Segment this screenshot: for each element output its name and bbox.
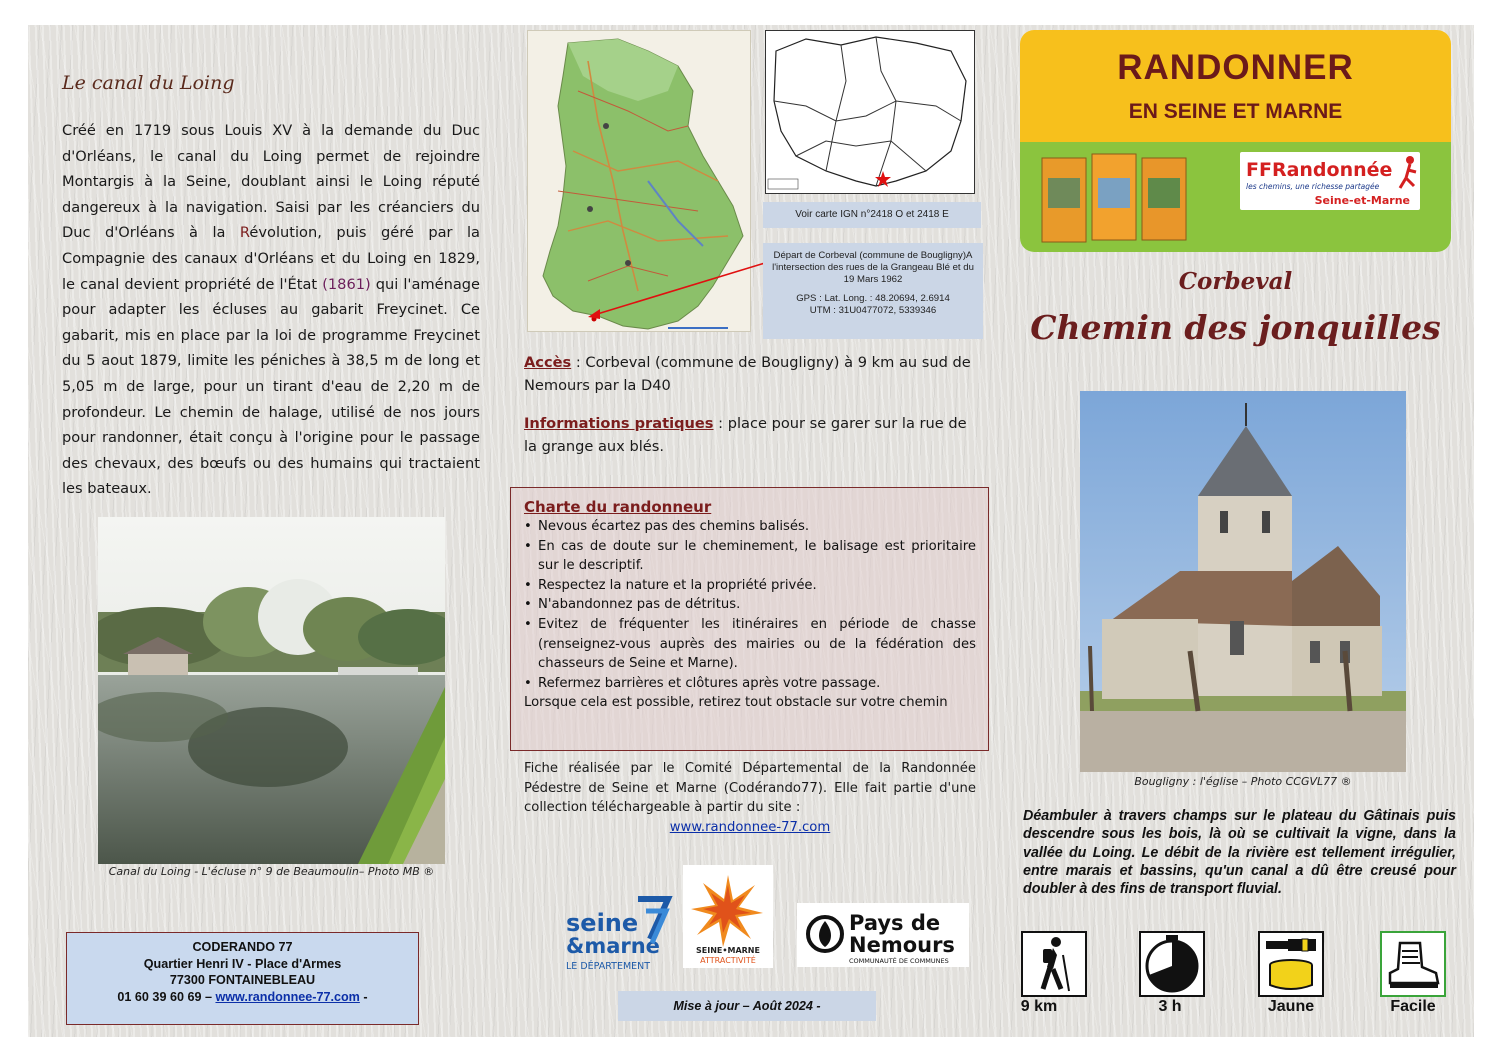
svg-text:Nemours: Nemours: [849, 933, 955, 957]
distance-stat: [1021, 931, 1087, 997]
credits-text: Fiche réalisée par le Comité Départemental de la Randonnée Pédestre de Seine et Marne (Codérando77). Elle fait partie d'une collection téléchargeable à partir du site : www.randonnee-77.com: [524, 761, 976, 835]
pays-de-nemours-logo: [797, 903, 969, 967]
charter-item: • Evitez de fréquenter les itinéraires en période de chasse (renseignez-vous auprès des mairies ou de la fédération des chasseurs de Seine et Marne).: [524, 616, 976, 672]
website-link[interactable]: www.randonnee-77.com: [669, 819, 831, 835]
address-website-link[interactable]: www.randonnee-77.com: [215, 989, 360, 1004]
address-street: Quartier Henri IV - Place d'Armes: [143, 956, 342, 971]
utm-coordinates: UTM : 31U0477072, 5339346: [809, 304, 937, 316]
paint-icon: [1260, 933, 1322, 995]
difficulty-stat: [1380, 931, 1446, 997]
charter-item: • Refermez barrières et clôtures après votre passage.: [524, 675, 881, 691]
location-arrow: [580, 255, 780, 325]
practical-info: Informations pratiques : place pour se garer sur la rue de la grange aux blés.: [524, 415, 967, 455]
charter-item: • En cas de doute sur le cheminement, le balisage est prioritaire sur le descriptif.: [524, 538, 976, 574]
hiker-icon: [1023, 933, 1085, 995]
svg-text:Pays de: Pays de: [849, 911, 941, 935]
duration-label: 3 h: [1158, 998, 1182, 1015]
charter-item: • N'abandonnez pas de détritus.: [524, 597, 741, 613]
svg-text:SEINE•MARNE: SEINE•MARNE: [696, 946, 760, 955]
boot-icon: [1382, 933, 1444, 995]
marking-label: Jaune: [1267, 998, 1315, 1015]
locator-map: [765, 30, 975, 194]
duration-stat: [1139, 931, 1205, 997]
canal-photo: [98, 517, 445, 864]
banner-subtitle: EN SEINE ET MARNE: [1128, 100, 1343, 123]
difficulty-label: Facile: [1390, 998, 1436, 1015]
hiker-charter: [510, 487, 989, 751]
departure-box: [763, 243, 983, 339]
practical-info-label: Informations pratiques: [524, 415, 714, 432]
canal-text: Créé en 1719 sous Louis XV à la demande du Duc d'Orléans, le canal du Loing permet de rejoindre Montargis à la Seine, doublant ainsi le Loing réputé dangereux à la navigation. Saisi par les créanciers du Duc d'Orléans à la Révolution, puis géré par la Compagnie des canaux d'Orléans et du Loing en 1829, le canal devient propriété de l'État (1861) qui l'aménage pour adapter les écluses au gabarit Freycinet. Ce gabarit, mis en place par la loi de programme Freycinet du 5 aout 1879, limite les péniches à 38,5 m de long et 5,05 m de large, pour un tirant d'eau de 2,20 m de profondeur. Le chemin de halage, utilisé de nos jours pour randonner, était conçu à l'origine pour le passage des chevaux, des bœufs ou des humains qui tractaient les bateaux.: [62, 122, 481, 498]
departure-text: Départ de Corbeval (commune de Bougligny)A l'intersection des rues de la Grangeau Blé et du 19 Mars 1962: [772, 250, 974, 286]
banner-title: RANDONNER: [1117, 48, 1354, 87]
ign-map-reference: Voir carte IGN n°2418 O et 2418 E: [763, 202, 981, 228]
address-box: [66, 932, 419, 1025]
charter-item: • Nevous écartez pas des chemins balisés.: [524, 519, 810, 534]
svg-text:Seine-et-Marne: Seine-et-Marne: [1314, 194, 1410, 207]
charter-list: [524, 517, 976, 693]
clock-icon: [1141, 933, 1203, 995]
svg-text:seine: seine: [566, 909, 639, 937]
trail-description: Déambuler à travers champs sur le plateau du Gâtinais puis descendre sous les bois, là où se cultivait la vigne, dans la vallée du Loing. Le débit de la rivière est tellement irrégulier, entre marais et bassins, qu'un canal a dû être creusé pour doubler à des fins de transport fluvial.: [1023, 808, 1456, 898]
trail-title: Chemin des jonquilles: [1030, 308, 1441, 347]
access-label: Accès: [524, 354, 572, 371]
place-name: Corbeval: [1178, 268, 1293, 295]
access-info: Accès : Corbeval (commune de Bougligny) à 9 km au sud de Nemours par la D40: [524, 354, 971, 394]
marking-stat: [1258, 931, 1324, 997]
randonner-banner: [1020, 30, 1451, 252]
charter-title: Charte du randonneur: [524, 498, 712, 516]
distance-label: 9 km: [1020, 998, 1058, 1015]
canal-title: Le canal du Loing: [62, 72, 235, 94]
canal-photo-caption: Canal du Loing - L'écluse n° 9 de Beaumoulin– Photo MB ®: [108, 865, 435, 878]
svg-text:les chemins, une richesse part: les chemins, une richesse partagée: [1246, 182, 1380, 191]
church-photo-caption: Bougligny : l'église – Photo CCGVL77 ®: [1134, 775, 1352, 788]
gps-coordinates: GPS : Lat. Long. : 48.20694, 2.6914: [796, 292, 950, 304]
seine-et-marne-logo: [562, 889, 674, 975]
address-city: 77300 FONTAINEBLEAU: [169, 973, 316, 987]
ffrandonnee-logo: [1240, 152, 1420, 210]
svg-text:&marne: &marne: [566, 934, 660, 958]
address-org: CODERANDO 77: [192, 940, 293, 954]
svg-text:COMMUNAUTÉ DE COMMUNES: COMMUNAUTÉ DE COMMUNES: [849, 957, 949, 965]
church-photo: [1080, 391, 1406, 772]
seine-marne-attractivite-logo: [683, 865, 773, 968]
charter-item: • Respectez la nature et la propriété privée.: [524, 577, 817, 593]
update-date: Mise à jour – Août 2024 -: [618, 991, 876, 1021]
topoguide-covers: [1040, 148, 1190, 244]
address-contact: 01 60 39 60 69 – www.randonnee-77.com -: [117, 989, 368, 1004]
svg-text:LE DÉPARTEMENT: LE DÉPARTEMENT: [566, 961, 651, 972]
charter-closing: Lorsque cela est possible, retirez tout obstacle sur votre chemin: [524, 695, 948, 711]
svg-text:FFRandonnée: FFRandonnée: [1246, 159, 1393, 181]
svg-text:ATTRACTIVITÉ: ATTRACTIVITÉ: [700, 956, 756, 965]
